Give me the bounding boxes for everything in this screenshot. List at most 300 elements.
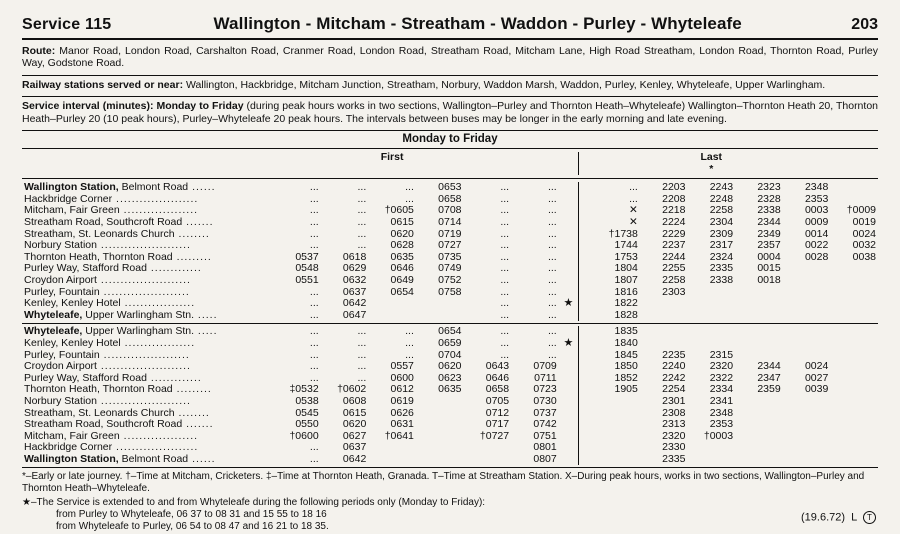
- time-cell-first-4: 0714: [438, 216, 462, 228]
- colhdr-first: First: [380, 151, 404, 164]
- stop-name-main: Croydon Airport: [24, 360, 97, 373]
- interval-days: Monday to Friday: [153, 100, 244, 113]
- stop-name-main: Thornton Heath, Thornton Road: [24, 250, 173, 263]
- time-cell-first-1: 0545: [295, 406, 319, 419]
- time-cell-last-4: [735, 408, 783, 420]
- time-cell-last-6: [830, 408, 878, 420]
- time-cell-first-2: ...: [357, 192, 367, 205]
- leader-dots: .......: [182, 216, 214, 228]
- stop-name-main: Streatham Road, Southcroft Road: [24, 216, 183, 228]
- time-cell-last-1: 1744: [614, 239, 638, 252]
- time-cell-last-6: [830, 396, 878, 408]
- time-cell-first-5: 0717: [485, 418, 510, 431]
- time-cell-last-2: 2320: [662, 429, 686, 442]
- time-cell-last-1: 1852: [614, 371, 638, 384]
- time-cell-last-4: [735, 419, 783, 431]
- leader-dots: ........: [174, 227, 210, 240]
- time-cell-first-6: ...: [547, 216, 557, 228]
- time-cell-last-6: [830, 350, 878, 362]
- stop-name-main: Mitcham, Fair Green: [24, 204, 120, 217]
- time-cell-first-3: 0557: [390, 360, 414, 373]
- time-cell-last-2: 2303: [662, 285, 686, 298]
- stop-name-main: Purley Way, Stafford Road: [24, 262, 147, 275]
- divider-7: [22, 467, 878, 468]
- leader-dots: .......................: [96, 360, 191, 373]
- stations-label: Railway stations served or near:: [22, 78, 184, 91]
- time-cell-last-5: [783, 419, 831, 431]
- time-cell-last-1: †1738: [608, 227, 638, 240]
- time-cell-first-1: ...: [309, 227, 319, 240]
- time-cell-last-2: 2313: [662, 418, 686, 431]
- time-cell-last-2: [640, 326, 688, 338]
- time-cell-first-6: 0737: [533, 406, 557, 419]
- stop-name: [22, 454, 273, 466]
- star-marker: [559, 275, 579, 287]
- route-text: Manor Road, London Road, Carshalton Road, Cranmer Road, London Road, Streatham Road, Mitcham Lane, High Road Streatham, London Road, Thornton Road, Purley Way, Godstone Road.: [22, 45, 878, 70]
- time-cell-last-3: 2248: [709, 192, 734, 205]
- colhdr2-f1: [273, 164, 321, 176]
- page-title: Wallington - Mitcham - Streatham - Waddon - Purley - Whyteleafe: [213, 14, 742, 33]
- time-cell-first-2: 0632: [342, 273, 367, 286]
- column-divider: [579, 194, 593, 206]
- service-interval: [22, 100, 878, 125]
- time-cell-first-3: ...: [405, 181, 414, 194]
- time-cell-first-6: ...: [547, 192, 557, 205]
- time-cell-first-2: 0642: [342, 297, 367, 310]
- time-cell-first-3: 0615: [390, 216, 414, 228]
- colhdr-f2: [321, 152, 369, 164]
- column-divider: [579, 229, 593, 241]
- time-cell-first-6: ...: [547, 204, 557, 217]
- time-cell-last-1: 1816: [614, 285, 638, 298]
- star-marker: [559, 408, 579, 420]
- table-row: [22, 310, 878, 322]
- time-cell-first-6: 0807: [533, 452, 557, 465]
- time-cell-first-4: 0735: [438, 250, 462, 263]
- route-description: [22, 45, 878, 70]
- time-cell-first-2: 0615: [342, 406, 367, 419]
- time-cell-first-6: 0742: [533, 418, 557, 431]
- time-cell-first-4: 0704: [438, 348, 462, 361]
- time-cell-last-3: 2324: [709, 250, 734, 263]
- time-cell-last-4: 2344: [757, 216, 781, 228]
- stop-name-suffix: Belmont Road: [118, 181, 189, 194]
- colhdr-l1: [592, 152, 640, 164]
- leader-dots: .............: [146, 262, 202, 275]
- time-cell-first-3: 0631: [390, 418, 414, 431]
- time-cell-last-3: 2315: [709, 348, 734, 361]
- time-cell-first-4: [416, 310, 464, 322]
- leader-dots: ......: [188, 181, 216, 194]
- time-cell-last-3: [687, 442, 735, 454]
- time-cell-last-4: 2338: [757, 204, 781, 217]
- star-marker: [559, 310, 579, 322]
- time-cell-first-5: ...: [500, 204, 510, 217]
- time-cell-last-6: [830, 182, 878, 194]
- time-cell-first-2: ...: [357, 348, 367, 361]
- time-cell-first-1: 0551: [295, 273, 319, 286]
- time-cell-last-1: ...: [629, 192, 638, 205]
- time-cell-last-4: [735, 396, 783, 408]
- time-cell-last-6: [830, 384, 878, 396]
- time-cell-first-4: 0654: [438, 325, 462, 338]
- time-cell-last-3: 2348: [709, 406, 734, 419]
- time-cell-last-2: [640, 310, 688, 322]
- time-cell-last-6: 0024: [852, 227, 876, 240]
- time-cell-last-3: [687, 326, 735, 338]
- time-cell-first-6: ...: [547, 348, 557, 361]
- column-divider: [579, 287, 593, 299]
- time-cell-first-3: 0600: [390, 371, 414, 384]
- time-cell-last-2: 2255: [662, 262, 686, 275]
- time-cell-first-5: 0646: [485, 371, 510, 384]
- colhdr-l5: [783, 152, 831, 164]
- time-cell-last-1: 1845: [614, 348, 638, 361]
- time-cell-last-2: 2224: [662, 216, 686, 228]
- star-marker: [559, 442, 579, 454]
- time-cell-last-6: [830, 275, 878, 287]
- time-cell-first-2: 0629: [342, 262, 367, 275]
- time-cell-last-4: [735, 298, 783, 310]
- time-cell-first-4: [416, 454, 464, 466]
- time-cell-last-1: [592, 408, 640, 420]
- star-marker: [559, 182, 579, 194]
- column-divider: [579, 326, 593, 338]
- time-cell-first-6: ...: [547, 325, 557, 338]
- stations-text: Wallington, Hackbridge, Mitcham Junction, Streatham, Norbury, Waddon Marsh, Waddon, Purley, Kenley, Whyteleafe, Upper Warlingham.: [183, 78, 826, 91]
- time-cell-first-4: 0752: [438, 273, 462, 286]
- time-cell-last-3: 2258: [709, 204, 734, 217]
- time-cell-last-5: [783, 338, 831, 350]
- colhdr-f4: [416, 152, 464, 164]
- time-cell-first-5: ...: [500, 250, 510, 263]
- time-cell-last-5: 0009: [804, 216, 829, 228]
- time-cell-last-1: [592, 419, 640, 431]
- column-divider: [579, 361, 593, 373]
- time-cell-last-5: [783, 326, 831, 338]
- time-cell-last-3: 2353: [709, 418, 734, 431]
- time-cell-last-5: 0028: [804, 250, 829, 263]
- time-cell-last-1: 1804: [614, 262, 638, 275]
- time-cell-last-5: 0039: [804, 383, 829, 396]
- time-cell-first-6: ...: [547, 297, 557, 310]
- time-cell-last-4: [735, 310, 783, 322]
- interval-label: Service interval (minutes):: [22, 100, 154, 113]
- stop-name-main: Hackbridge Corner: [24, 192, 113, 205]
- stop-name-main: Streatham Road, Southcroft Road: [24, 418, 183, 431]
- star-marker: [559, 419, 579, 431]
- time-cell-last-1: [592, 454, 640, 466]
- column-divider: [579, 338, 593, 350]
- time-cell-first-3: 0628: [390, 239, 414, 252]
- time-cell-last-3: 2322: [709, 371, 734, 384]
- time-cell-first-1: ...: [309, 452, 319, 465]
- time-cell-first-6: ...: [547, 336, 557, 349]
- time-cell-last-4: [735, 442, 783, 454]
- time-cell-last-4: 0004: [757, 250, 781, 263]
- time-cell-last-5: 0022: [804, 239, 829, 252]
- colhdr-f1: [273, 152, 321, 164]
- time-cell-last-3: 2317: [709, 239, 734, 252]
- column-divider: [579, 298, 593, 310]
- time-cell-first-2: 0627: [342, 429, 367, 442]
- time-cell-last-5: [783, 408, 831, 420]
- time-cell-last-3: [687, 338, 735, 350]
- page-header: [22, 14, 878, 38]
- time-cell-first-5: †0727: [479, 429, 510, 442]
- time-cell-first-3: [368, 298, 416, 310]
- stop-name-main: Norbury Station: [24, 394, 97, 407]
- time-cell-first-3: ...: [405, 192, 414, 205]
- colhdr-l4: [735, 152, 783, 164]
- time-cell-first-6: ...: [547, 227, 557, 240]
- time-cell-first-1: ...: [309, 308, 319, 321]
- stop-name-main: Hackbridge Corner: [24, 441, 113, 454]
- time-cell-last-6: [830, 373, 878, 385]
- time-cell-first-1: ...: [309, 216, 319, 228]
- stop-name-suffix: Belmont Road: [118, 452, 189, 465]
- time-cell-last-1: 1835: [614, 325, 638, 338]
- time-cell-last-5: [783, 263, 831, 275]
- time-cell-last-3: 2341: [709, 394, 734, 407]
- time-cell-first-5: [464, 454, 512, 466]
- last-star-marker: *: [709, 162, 714, 175]
- divider-2: [22, 96, 878, 97]
- time-cell-first-3: 0612: [390, 383, 414, 396]
- time-cell-first-6: ...: [547, 250, 557, 263]
- time-cell-first-5: ...: [500, 216, 510, 228]
- time-cell-first-1: †0600: [289, 429, 319, 442]
- time-cell-first-4: 0623: [438, 371, 462, 384]
- time-cell-last-2: 2242: [662, 371, 686, 384]
- time-cell-last-6: †0009: [846, 204, 876, 217]
- time-cell-last-6: [830, 454, 878, 466]
- time-cell-last-4: 2357: [757, 239, 781, 252]
- route-label: Route:: [22, 45, 56, 57]
- time-cell-last-4: 2359: [757, 383, 781, 396]
- time-cell-last-5: 0024: [804, 360, 829, 373]
- leader-dots: ......................: [99, 285, 190, 298]
- time-cell-last-6: [830, 419, 878, 431]
- time-cell-first-5: ...: [500, 227, 510, 240]
- time-cell-first-1: 0538: [295, 394, 319, 407]
- footnote-star-a: from Purley to Whyteleafe, 06 37 to 08 31 and 15 55 to 18 16: [56, 509, 327, 521]
- time-cell-first-5: ...: [500, 285, 510, 298]
- time-cell-first-5: ...: [500, 336, 510, 349]
- time-cell-first-5: ...: [500, 297, 510, 310]
- stop-name-main: Purley, Fountain: [24, 348, 100, 361]
- time-cell-last-4: [735, 431, 783, 443]
- time-cell-last-1: [592, 431, 640, 443]
- colhdr2-l1: [592, 164, 640, 176]
- time-cell-last-6: [830, 326, 878, 338]
- column-divider: [579, 263, 593, 275]
- table-row: [22, 454, 878, 466]
- leader-dots: .....................: [112, 441, 199, 454]
- colhdr-divider: [579, 152, 593, 164]
- divider-3: [22, 130, 878, 131]
- time-cell-last-5: [783, 454, 831, 466]
- time-cell-last-2: 2258: [662, 273, 686, 286]
- stop-name-suffix: Upper Warlingham Stn.: [82, 325, 195, 338]
- time-cell-last-6: [830, 361, 878, 373]
- time-cell-first-6: 0801: [533, 441, 557, 454]
- time-cell-last-3: 2309: [709, 227, 734, 240]
- footnote-symbols: *–Early or late journey. †–Time at Mitcham, Cricketers. ‡–Time at Thornton Heath, Granada. T–Time at Streatham Station. X–During peak hours, works in two sections, Wallington–Purley and Thornton Heath–Whyteleafe.: [22, 471, 865, 495]
- time-cell-first-1: 0548: [295, 262, 319, 275]
- time-cell-first-5: 0712: [485, 406, 510, 419]
- time-cell-first-2: 0620: [342, 418, 367, 431]
- time-cell-last-4: 2347: [757, 371, 781, 384]
- time-cell-first-6: 0751: [533, 429, 557, 442]
- time-cell-first-5: 0658: [485, 383, 510, 396]
- time-cell-last-1: ✕: [629, 216, 638, 228]
- stop-name-main: Croydon Airport: [24, 273, 97, 286]
- leader-dots: .......................: [96, 239, 191, 252]
- time-cell-last-2: 2218: [662, 204, 686, 217]
- time-cell-first-1: ...: [309, 371, 319, 384]
- column-divider: [579, 275, 593, 287]
- column-divider: [579, 240, 593, 252]
- star-marker: ★: [563, 336, 574, 349]
- time-cell-last-1: 1905: [614, 383, 638, 396]
- time-cell-last-6: 0038: [852, 250, 876, 263]
- time-cell-last-6: [830, 442, 878, 454]
- colhdr2-f5: [464, 164, 512, 176]
- time-cell-last-1: ...: [629, 181, 638, 194]
- time-cell-first-1: ...: [309, 336, 319, 349]
- time-cell-last-3: [687, 310, 735, 322]
- time-cell-first-3: ...: [405, 348, 414, 361]
- timetable-column-header: [22, 152, 878, 175]
- time-cell-last-2: 2335: [662, 452, 686, 465]
- time-cell-first-5: ...: [500, 325, 510, 338]
- time-cell-last-1: 1753: [614, 250, 638, 263]
- star-marker: [559, 454, 579, 466]
- time-cell-last-2: 2208: [662, 192, 686, 205]
- stop-name-main: Wallington Station,: [24, 452, 119, 465]
- leader-dots: .........: [172, 250, 212, 263]
- time-cell-first-6: ...: [547, 239, 557, 252]
- time-cell-first-5: ...: [500, 239, 510, 252]
- leader-dots: .............: [146, 371, 202, 384]
- colhdr2-f3: [368, 164, 416, 176]
- leader-dots: .......................: [96, 394, 191, 407]
- time-cell-first-2: ...: [357, 371, 367, 384]
- footnote-star-b: from Whyteleafe to Purley, 06 54 to 08 47 and 16 21 to 18 35.: [56, 521, 329, 533]
- time-cell-first-6: 0723: [533, 383, 557, 396]
- time-cell-last-2: [640, 298, 688, 310]
- time-cell-last-5: [783, 298, 831, 310]
- leader-dots: ...................: [119, 429, 199, 442]
- time-cell-first-4: 0749: [438, 262, 462, 275]
- time-cell-first-6: 0709: [533, 360, 557, 373]
- time-cell-first-3: 0649: [390, 273, 414, 286]
- date-stamp-letter: L: [851, 511, 857, 524]
- time-cell-first-3: 0620: [390, 227, 414, 240]
- date-stamp-date: (19.6.72): [801, 511, 846, 524]
- column-divider: [579, 217, 593, 229]
- time-cell-last-2: 2244: [662, 250, 686, 263]
- leader-dots: .......: [182, 418, 214, 431]
- time-cell-first-1: ...: [309, 297, 319, 310]
- colhdr-l6: [830, 152, 878, 164]
- time-cell-first-5: ...: [500, 308, 510, 321]
- column-divider: [579, 205, 593, 217]
- time-cell-last-4: 2328: [757, 192, 781, 205]
- time-cell-first-1: 0550: [295, 418, 319, 431]
- time-cell-last-6: [830, 263, 878, 275]
- time-cell-first-2: 0637: [342, 285, 367, 298]
- colhdr-f6: [511, 152, 559, 164]
- column-divider: [579, 182, 593, 194]
- time-cell-last-6: [830, 431, 878, 443]
- column-divider: [579, 350, 593, 362]
- time-cell-first-6: ...: [547, 262, 557, 275]
- time-cell-last-1: 1840: [614, 336, 638, 349]
- time-cell-first-1: ‡0532: [289, 383, 319, 396]
- leader-dots: ..................: [120, 336, 196, 349]
- divider-6: [22, 323, 878, 324]
- time-cell-first-2: ...: [357, 227, 367, 240]
- time-cell-last-4: 2323: [757, 181, 781, 194]
- time-cell-first-1: ...: [309, 239, 319, 252]
- colhdr2-divider: [579, 164, 593, 176]
- time-cell-last-1: 1850: [614, 360, 638, 373]
- time-cell-first-4: [416, 419, 464, 431]
- time-cell-first-2: 0642: [342, 452, 367, 465]
- time-cell-last-4: 2349: [757, 227, 781, 240]
- time-cell-first-3: 0619: [390, 394, 414, 407]
- time-cell-last-5: 0014: [804, 227, 829, 240]
- time-cell-last-2: 2235: [662, 348, 686, 361]
- star-marker: [559, 263, 579, 275]
- time-cell-first-5: ...: [500, 181, 510, 194]
- time-cell-last-5: 2348: [804, 181, 829, 194]
- divider-5: [22, 178, 878, 179]
- time-cell-last-5: 2353: [804, 192, 829, 205]
- time-cell-last-2: 2237: [662, 239, 686, 252]
- date-stamp-circle-icon: T: [863, 511, 876, 524]
- time-cell-last-3: 2243: [709, 181, 734, 194]
- time-cell-last-3: †0003: [703, 429, 734, 442]
- column-divider: [579, 454, 593, 466]
- time-cell-first-4: 0708: [438, 204, 462, 217]
- time-cell-first-4: 0653: [438, 181, 462, 194]
- time-cell-first-2: ...: [357, 325, 367, 338]
- time-cell-first-4: 0659: [438, 336, 462, 349]
- time-cell-first-3: 0646: [390, 262, 414, 275]
- time-cell-first-3: †0641: [384, 429, 414, 442]
- time-cell-first-2: ...: [357, 216, 367, 228]
- time-cell-last-3: [687, 454, 735, 466]
- time-cell-last-5: [783, 396, 831, 408]
- time-cell-first-2: 0608: [342, 394, 367, 407]
- time-cell-first-4: [416, 396, 464, 408]
- time-cell-last-2: 2301: [662, 394, 686, 407]
- timetable-up: [22, 326, 878, 465]
- stop-name-main: Thornton Heath, Thornton Road: [24, 383, 173, 396]
- time-cell-last-3: 2334: [709, 383, 734, 396]
- column-divider: [579, 442, 593, 454]
- column-divider: [579, 310, 593, 322]
- time-cell-first-6: ...: [547, 285, 557, 298]
- time-cell-last-2: 2229: [662, 227, 686, 240]
- colhdr-last: Last: [700, 151, 723, 164]
- time-cell-last-5: 0027: [804, 371, 829, 384]
- colhdr2-l4: [735, 164, 783, 176]
- divider-4: [22, 148, 878, 149]
